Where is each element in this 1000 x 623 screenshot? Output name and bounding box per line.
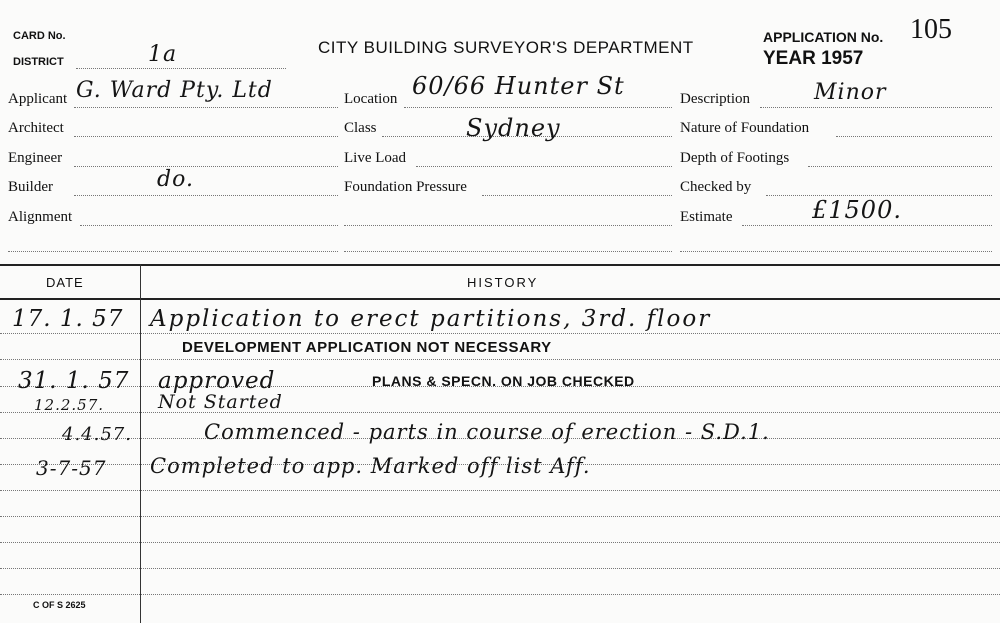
alignment-dotted-line-2 [8, 251, 338, 252]
district-label: DISTRICT [13, 56, 64, 68]
middle-dotted-line-5 [344, 251, 672, 252]
district-value: 1a [148, 42, 178, 67]
section-divider [0, 264, 1000, 266]
history-date: 31. 1. 57 [18, 368, 130, 394]
class-label: Class [344, 120, 377, 136]
builder-value: do. [157, 167, 194, 192]
location-value: 60/66 Hunter St [412, 72, 625, 100]
foundation-pressure-label: Foundation Pressure [344, 179, 467, 195]
history-rule [0, 516, 1000, 517]
history-date: 17. 1. 57 [12, 306, 124, 332]
application-label: APPLICATION No. [763, 29, 884, 45]
history-header-divider [0, 298, 1000, 300]
history-rule [0, 490, 1000, 491]
history-date: 4.4.57. [62, 424, 132, 445]
live-load-label: Live Load [344, 150, 407, 166]
history-rule [0, 568, 1000, 569]
history-stamp: DEVELOPMENT APPLICATION NOT NECESSARY [182, 339, 552, 356]
date-column-header: DATE [46, 275, 84, 290]
live-load-dotted-line [416, 166, 672, 167]
class-value: Sydney [466, 114, 561, 142]
history-rule [0, 594, 1000, 595]
history-rule [0, 412, 1000, 413]
date-column-divider [140, 264, 141, 623]
checked-by-label: Checked by [680, 179, 752, 195]
depth-of-footings-dotted-line [808, 166, 992, 167]
form-code: C OF S 2625 [33, 600, 86, 610]
department-title: CITY BUILDING SURVEYOR'S DEPARTMENT [318, 38, 694, 57]
description-value: Minor [814, 80, 887, 105]
applicant-dotted-line [74, 107, 338, 108]
estimate-dotted-line [742, 225, 992, 226]
history-column-header: HISTORY [467, 275, 539, 290]
history-stamp: PLANS & SPECN. ON JOB CHECKED [372, 373, 635, 389]
description-dotted-line [760, 107, 992, 108]
description-label: Description [680, 91, 750, 107]
foundation-pressure-dotted-line [482, 195, 672, 196]
history-rule [0, 359, 1000, 360]
architect-label: Architect [8, 120, 64, 136]
middle-dotted-line-4 [344, 225, 672, 226]
card-no-label: CARD No. [13, 30, 66, 42]
history-entry: Commenced - parts in course of erection - S.D.1. [204, 420, 770, 444]
location-dotted-line [404, 107, 672, 108]
nature-of-foundation-label: Nature of Foundation [680, 120, 810, 136]
history-rule [0, 542, 1000, 543]
history-entry: Completed to app. Marked off list Aff. [150, 454, 591, 478]
history-entry: approved [158, 368, 276, 394]
nature-of-foundation-dotted-line [836, 136, 992, 137]
builder-label: Builder [8, 179, 53, 195]
alignment-dotted-line [80, 225, 338, 226]
right-dotted-line-6 [680, 251, 992, 252]
location-label: Location [344, 91, 398, 107]
history-rule [0, 333, 1000, 334]
application-number: 105 [910, 14, 952, 45]
alignment-label: Alignment [8, 209, 73, 225]
builder-dotted-line [74, 195, 338, 196]
estimate-label: Estimate [680, 209, 733, 225]
engineer-dotted-line [74, 166, 338, 167]
depth-of-footings-label: Depth of Footings [680, 150, 790, 166]
history-entry: Application to erect partitions, 3rd. floor [150, 306, 712, 332]
engineer-label: Engineer [8, 150, 63, 166]
applicant-value: G. Ward Pty. Ltd [76, 78, 273, 103]
history-entry: Not Started [158, 391, 283, 413]
history-date: 3-7-57 [36, 456, 107, 480]
district-dotted-line [76, 68, 286, 69]
history-date: 12.2.57. [34, 396, 105, 414]
estimate-value: £1500. [812, 196, 902, 224]
applicant-label: Applicant [8, 91, 68, 107]
architect-dotted-line [74, 136, 338, 137]
year-label: YEAR 1957 [763, 48, 864, 69]
